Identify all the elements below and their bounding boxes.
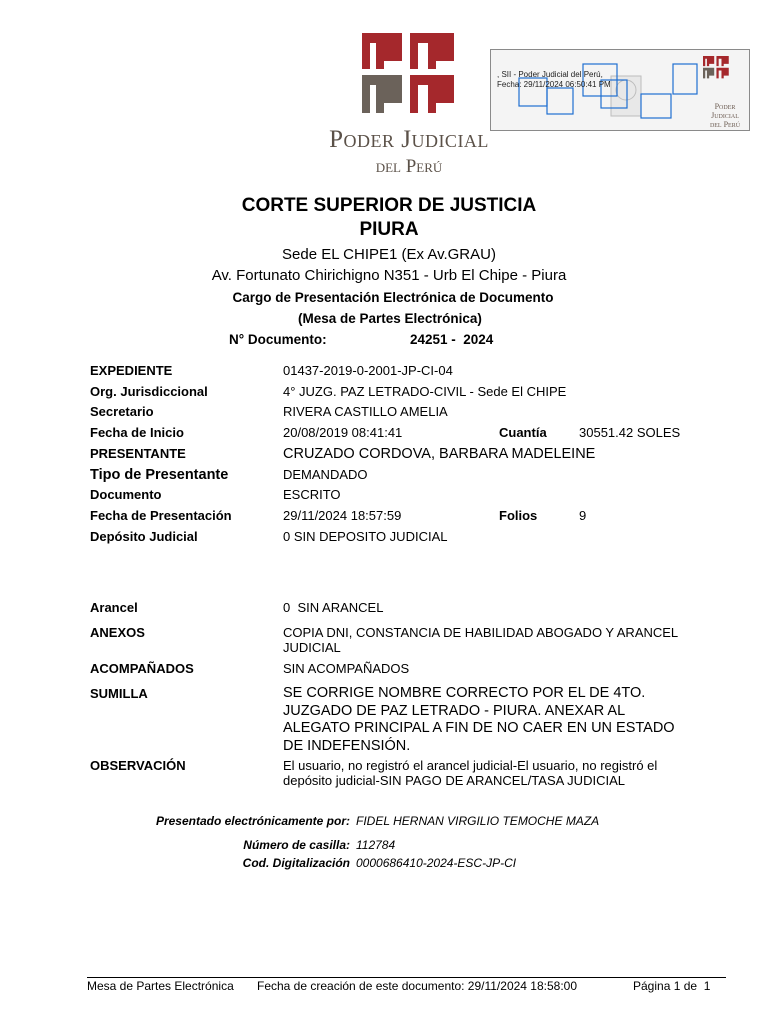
mesa-title: (Mesa de Partes Electrónica) — [298, 311, 482, 326]
sumilla-line-2: JUZGADO DE PAZ LETRADO - PIURA. ANEXAR AL — [283, 702, 626, 719]
presentante-value: CRUZADO CORDOVA, BARBARA MADELEINE — [283, 446, 596, 462]
anexos-line-1: COPIA DNI, CONSTANCIA DE HABILIDAD ABOGADO Y ARANCEL — [283, 625, 679, 640]
fecha-inicio-label: Fecha de Inicio — [90, 425, 184, 440]
sumilla-line-3: ALEGATO PRINCIPAL A FIN DE NO CAER EN UN ESTADO — [283, 720, 675, 736]
stamp-line-2: Fecha: 29/11/2024 06:50:41 PM — [497, 80, 611, 89]
documento-value: ESCRITO — [283, 487, 341, 502]
observacion-value — [283, 758, 657, 788]
anexos-line-2: JUDICIAL — [283, 640, 341, 655]
deposito-label: Depósito Judicial — [90, 529, 198, 544]
acompanados-label: ACOMPAÑADOS — [90, 661, 194, 676]
tipo-label: Tipo de Presentante — [90, 467, 229, 483]
deposito-value: 0 SIN DEPOSITO JUDICIAL — [283, 529, 448, 544]
sumilla-line-4: DE INDEFENSIÓN. — [283, 737, 411, 754]
fecha-inicio-value: 20/08/2019 08:41:41 — [283, 425, 403, 440]
tipo-value: DEMANDADO — [283, 467, 368, 482]
stamp-org-2: del Perú — [709, 120, 741, 129]
sede: Sede EL CHIPE1 (Ex Av.GRAU) — [282, 246, 496, 263]
sumilla-line-1: SE CORRIGE NOMBRE CORRECTO POR EL DE 4TO. — [283, 685, 646, 701]
acompanados-value: SIN ACOMPAÑADOS — [283, 661, 410, 676]
org-label: Org. Jurisdiccional — [90, 384, 208, 399]
expediente-value: 01437-2019-0-2001-JP-CI-04 — [283, 363, 453, 378]
cod-digitalizacion-value: 0000686410-2024-ESC-JP-CI — [356, 856, 517, 870]
sumilla-value — [283, 685, 675, 755]
cuantia-label: Cuantía — [499, 425, 547, 440]
observacion-line-2: depósito judicial-SIN PAGO DE ARANCEL/TASA JUDICIAL — [283, 773, 625, 788]
expediente-label: EXPEDIENTE — [90, 363, 173, 378]
fecha-presentacion-label: Fecha de Presentación — [90, 508, 232, 523]
stamp-line-1: , SII - Poder Judicial del Perú, — [497, 70, 603, 79]
presentado-por-value: FIDEL HERNAN VIRGILIO TEMOCHE MAZA — [356, 814, 600, 828]
anexos-label: ANEXOS — [90, 625, 145, 640]
org-name: Poder Judicial — [329, 126, 489, 153]
doc-number: 24251 - 2024 — [410, 332, 494, 347]
court-city: PIURA — [359, 219, 419, 240]
cuantia-value: 30551.42 SOLES — [579, 425, 681, 440]
arancel-label: Arancel — [90, 600, 138, 615]
anexos-value — [283, 625, 678, 655]
presentante-label: PRESENTANTE — [90, 446, 186, 461]
address: Av. Fortunato Chirichigno N351 - Urb El Chipe - Piura — [211, 267, 567, 284]
footer-divider — [87, 977, 726, 978]
casilla-value: 112784 — [356, 838, 396, 852]
poder-judicial-logo-icon — [362, 33, 454, 113]
stamp-org-1: Poder Judicial — [711, 102, 739, 120]
folios-value: 9 — [579, 508, 587, 523]
presentado-por-label: Presentado electrónicamente por: — [155, 814, 350, 828]
court-title: CORTE SUPERIOR DE JUSTICIA — [241, 195, 537, 216]
sumilla-label: SUMILLA — [90, 686, 148, 701]
org-subtitle: del Perú — [375, 156, 443, 177]
digital-signature-stamp — [490, 49, 750, 131]
cargo-title: Cargo de Presentación Electrónica de Documento — [232, 290, 554, 305]
casilla-label: Número de casilla: — [243, 838, 350, 852]
observacion-line-1: El usuario, no registró el arancel judicial-El usuario, no registró el — [283, 758, 658, 773]
observacion-label: OBSERVACIÓN — [90, 758, 186, 773]
fecha-presentacion-value: 29/11/2024 18:57:59 — [283, 508, 402, 523]
secretario-label: Secretario — [90, 404, 154, 419]
documento-label: Documento — [90, 487, 162, 502]
footer-mesa: Mesa de Partes Electrónica — [87, 979, 234, 993]
footer-fecha: Fecha de creación de este documento: 29/11/2024 18:58:00 — [257, 979, 578, 993]
cod-digitalizacion-label: Cod. Digitalización — [242, 856, 350, 870]
footer-pagina: Página 1 de 1 — [633, 979, 711, 993]
arancel-value: 0 SIN ARANCEL — [283, 600, 384, 615]
secretario-value: RIVERA CASTILLO AMELIA — [283, 404, 448, 419]
folios-label: Folios — [499, 508, 538, 523]
doc-number-label: N° Documento: — [229, 332, 327, 347]
org-value: 4° JUZG. PAZ LETRADO-CIVIL - Sede El CHIPE — [283, 384, 567, 399]
